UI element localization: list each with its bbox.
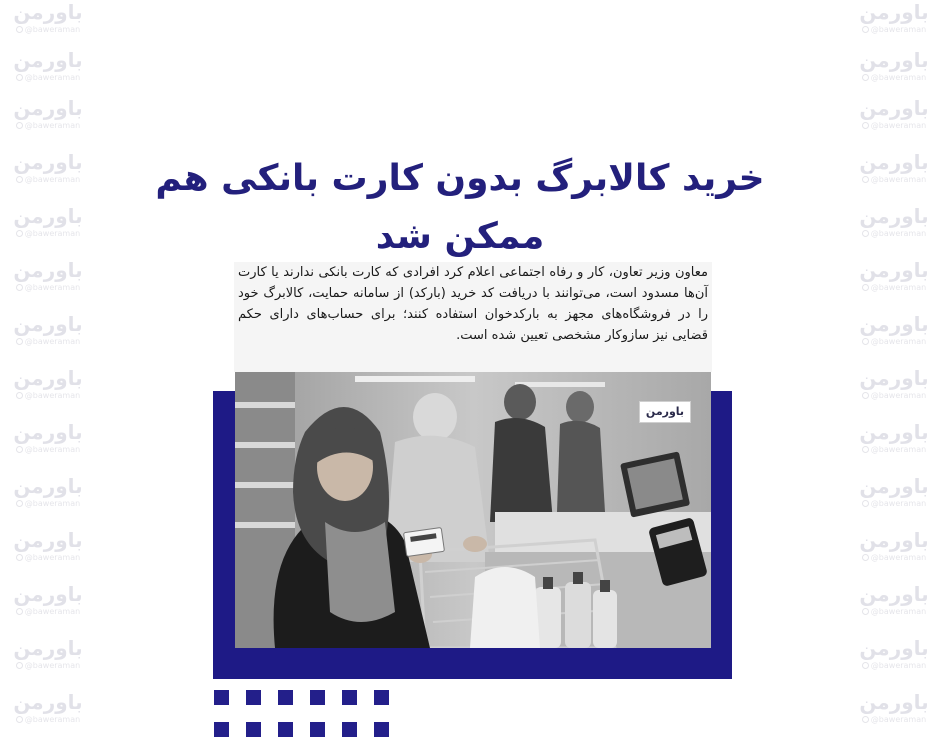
watermark-logo: باورمن (859, 312, 929, 336)
watermark-item (848, 48, 944, 96)
watermark-logo: باورمن (13, 690, 83, 714)
headline (150, 150, 770, 266)
watermark-item (848, 204, 944, 252)
watermark-logo: باورمن (859, 582, 929, 606)
watermark-item (848, 366, 944, 414)
watermark-handle (2, 282, 94, 294)
watermark-item (848, 420, 944, 468)
instagram-icon (862, 392, 869, 399)
watermark-handle-text: @baweraman (870, 229, 927, 238)
instagram-icon (16, 284, 23, 291)
instagram-icon (16, 716, 23, 723)
watermark-handle-text: @baweraman (24, 337, 81, 346)
headline-line-2: ممکن شد (375, 216, 545, 257)
watermark-handle-text: @baweraman (870, 661, 927, 670)
instagram-icon (862, 230, 869, 237)
instagram-icon (16, 446, 23, 453)
watermark-handle (2, 606, 94, 618)
watermark-logo: باورمن (13, 312, 83, 336)
watermark-item (2, 96, 98, 144)
watermark-logo: باورمن (13, 204, 83, 228)
watermark-handle-text: @baweraman (870, 391, 927, 400)
watermark-item (848, 312, 944, 360)
watermark-handle-text: @baweraman (870, 25, 927, 34)
instagram-icon (862, 446, 869, 453)
watermark-item (848, 474, 944, 522)
watermark-handle-text: @baweraman (24, 607, 81, 616)
watermark-item (848, 258, 944, 306)
decorative-dot (278, 690, 293, 705)
watermark-logo: باورمن (13, 474, 83, 498)
watermark-handle (848, 606, 940, 618)
watermark-item (2, 528, 98, 576)
watermark-logo: باورمن (859, 0, 929, 24)
watermark-handle-text: @baweraman (24, 553, 81, 562)
watermark-handle (2, 552, 94, 564)
decorative-dot (310, 722, 325, 737)
watermark-logo: باورمن (859, 204, 929, 228)
watermark-handle (848, 498, 940, 510)
decorative-dot (246, 722, 261, 737)
watermark-handle (2, 72, 94, 84)
news-photo (235, 372, 711, 648)
watermark-logo: باورمن (13, 582, 83, 606)
watermark-handle (848, 72, 940, 84)
instagram-icon (16, 122, 23, 129)
watermark-handle-text: @baweraman (24, 499, 81, 508)
instagram-icon (862, 176, 869, 183)
instagram-icon (862, 716, 869, 723)
instagram-icon (862, 662, 869, 669)
watermark-handle-text: @baweraman (870, 121, 927, 130)
watermark-item (848, 582, 944, 630)
photo-logo: باورمن (639, 401, 691, 423)
watermark-item (848, 96, 944, 144)
watermark-item (2, 690, 98, 738)
watermark-logo: باورمن (859, 366, 929, 390)
watermark-item (2, 582, 98, 630)
watermark-handle-text: @baweraman (870, 553, 927, 562)
watermark-logo: باورمن (13, 150, 83, 174)
watermark-handle-text: @baweraman (24, 661, 81, 670)
watermark-item (848, 0, 944, 48)
instagram-icon (862, 608, 869, 615)
watermark-column-right (848, 0, 945, 756)
instagram-icon (862, 554, 869, 561)
watermark-handle-text: @baweraman (24, 715, 81, 724)
watermark-handle (2, 390, 94, 402)
watermark-handle (2, 498, 94, 510)
decorative-dot (374, 722, 389, 737)
watermark-item (848, 150, 944, 198)
watermark-handle-text: @baweraman (870, 73, 927, 82)
decorative-dot (214, 722, 229, 737)
instagram-icon (862, 500, 869, 507)
watermark-handle (2, 24, 94, 36)
watermark-column-left (2, 0, 102, 756)
decorative-dot (374, 690, 389, 705)
watermark-handle-text: @baweraman (24, 25, 81, 34)
watermark-logo: باورمن (859, 48, 929, 72)
watermark-item (2, 0, 98, 48)
instagram-icon (862, 74, 869, 81)
watermark-logo: باورمن (13, 420, 83, 444)
watermark-logo: باورمن (859, 636, 929, 660)
instagram-icon (16, 554, 23, 561)
instagram-icon (16, 338, 23, 345)
watermark-logo: باورمن (13, 96, 83, 120)
watermark-handle (848, 228, 940, 240)
decorative-dot (278, 722, 293, 737)
decorative-dot-grid (214, 690, 394, 740)
watermark-item (848, 636, 944, 684)
watermark-logo: باورمن (13, 528, 83, 552)
decorative-dot (342, 690, 357, 705)
watermark-logo: باورمن (859, 420, 929, 444)
headline-line-1: خرید کالابرگ بدون کارت بانکی هم (155, 158, 765, 199)
watermark-item (2, 366, 98, 414)
watermark-handle-text: @baweraman (870, 499, 927, 508)
watermark-logo: باورمن (859, 96, 929, 120)
watermark-handle-text: @baweraman (870, 715, 927, 724)
watermark-handle (848, 714, 940, 726)
watermark-handle (848, 444, 940, 456)
instagram-icon (16, 26, 23, 33)
instagram-icon (16, 500, 23, 507)
watermark-item (2, 48, 98, 96)
watermark-handle (848, 660, 940, 672)
watermark-handle (848, 282, 940, 294)
watermark-handle-text: @baweraman (24, 121, 81, 130)
watermark-handle (848, 390, 940, 402)
instagram-icon (16, 230, 23, 237)
instagram-icon (862, 26, 869, 33)
watermark-logo: باورمن (859, 150, 929, 174)
watermark-handle-text: @baweraman (24, 175, 81, 184)
watermark-handle (2, 714, 94, 726)
watermark-logo: باورمن (859, 690, 929, 714)
instagram-icon (862, 338, 869, 345)
instagram-icon (862, 284, 869, 291)
watermark-logo: باورمن (13, 636, 83, 660)
decorative-dot (246, 690, 261, 705)
watermark-item (2, 636, 98, 684)
watermark-handle-text: @baweraman (870, 337, 927, 346)
watermark-handle-text: @baweraman (870, 607, 927, 616)
watermark-item (2, 150, 98, 198)
watermark-handle-text: @baweraman (24, 445, 81, 454)
instagram-icon (16, 176, 23, 183)
watermark-logo: باورمن (859, 528, 929, 552)
watermark-item (2, 258, 98, 306)
watermark-handle-text: @baweraman (870, 283, 927, 292)
decorative-dot (214, 690, 229, 705)
instagram-icon (16, 662, 23, 669)
watermark-logo: باورمن (13, 48, 83, 72)
instagram-icon (16, 608, 23, 615)
watermark-handle-text: @baweraman (870, 445, 927, 454)
watermark-item (848, 690, 944, 738)
watermark-handle (848, 336, 940, 348)
watermark-handle (2, 228, 94, 240)
watermark-handle-text: @baweraman (24, 283, 81, 292)
watermark-handle (848, 552, 940, 564)
watermark-handle (848, 174, 940, 186)
watermark-item (2, 204, 98, 252)
watermark-handle (848, 24, 940, 36)
watermark-logo: باورمن (859, 474, 929, 498)
watermark-item (2, 474, 98, 522)
decorative-dot (342, 722, 357, 737)
watermark-handle-text: @baweraman (24, 73, 81, 82)
watermark-handle (2, 120, 94, 132)
watermark-logo: باورمن (13, 0, 83, 24)
instagram-icon (862, 122, 869, 129)
body-text: معاون وزیر تعاون، کار و رفاه اجتماعی اعلام کرد افرادی که کارت بانکی ندارند یا کارت آن‌ها مسدود است، می‌توانند با دریافت کد خرید (بارکد) از سامانه حمایت، کالابرگ خود را در فروشگاه‌های مجهز به بارکدخوان استفاده کنند؛ برای حساب‌های دارای حکم قضایی نیز سازوکار مشخصی تعیین شده است. (238, 265, 708, 343)
watermark-logo: باورمن (859, 258, 929, 282)
watermark-handle (2, 174, 94, 186)
watermark-item (2, 420, 98, 468)
watermark-handle-text: @baweraman (870, 175, 927, 184)
watermark-handle-text: @baweraman (24, 391, 81, 400)
watermark-handle-text: @baweraman (24, 229, 81, 238)
watermark-item (848, 528, 944, 576)
watermark-logo: باورمن (13, 366, 83, 390)
watermark-item (2, 312, 98, 360)
instagram-icon (16, 74, 23, 81)
watermark-handle (848, 120, 940, 132)
instagram-icon (16, 392, 23, 399)
decorative-dot (310, 690, 325, 705)
watermark-handle (2, 444, 94, 456)
watermark-handle (2, 660, 94, 672)
watermark-handle (2, 336, 94, 348)
watermark-logo: باورمن (13, 258, 83, 282)
